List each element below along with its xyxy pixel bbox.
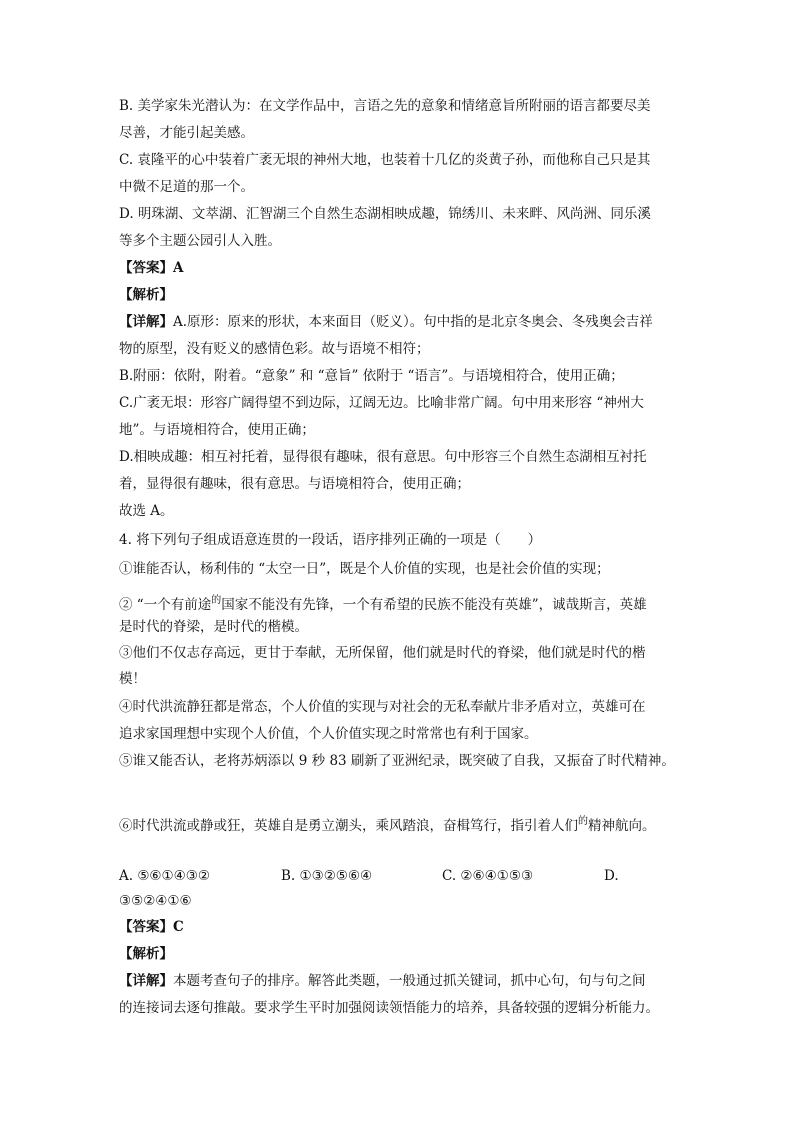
q4-option-a: A. ⑤⑥①④③②	[119, 868, 210, 884]
q4-option-c: C. ②⑥④①⑤③	[442, 868, 534, 884]
q3-detail-c-line1: C.广袤无垠：形容广阔得望不到边际，辽阔无边。比喻非常广阔。句中用来形容 “神州大	[119, 395, 644, 411]
q4-analysis-label: 【解析】	[119, 946, 173, 962]
detail-text: 本题考查句子的排序。解答此类题，一般通过抓关键词，抓中心句，句与句之间	[173, 973, 646, 989]
q3-detail-b: B.附丽：依附，附着。“意象” 和 “意旨” 依附于 “语言”。与语境相符合，使用正确；	[119, 368, 624, 384]
option-c-line1: C. 袁隆平的心中装着广袤无垠的神州大地，也装着十几亿的炎黄子孙，而他称自己只是其	[119, 152, 651, 168]
q4-sentence-1: ①谁能否认，杨利伟的 “太空一日”，既是个人价值的实现，也是社会价值的实现；	[119, 561, 610, 577]
s6-text-b: 精神航向。	[588, 818, 656, 834]
q3-detail-a-line1	[119, 312, 653, 332]
q4-sentence-4-line2: 追求家国理想中实现个人价值，个人价值实现之时常常也有利于国家。	[119, 726, 538, 742]
q4-detail-line2: 的连接词去逐句推敲。要求学生平时加强阅读领悟能力的培养，具备较强的逻辑分析能力。	[119, 1000, 659, 1016]
q4-option-d: D.	[604, 868, 619, 884]
detail-label: 【详解】	[119, 973, 173, 989]
q3-analysis-label: 【解析】	[119, 287, 173, 303]
s2-superscript: 的	[211, 595, 222, 606]
q4-sentence-4-line1: ④时代洪流静狂都是常态，个人价值的实现与对社会的无私奉献片非矛盾对立，英雄可在	[119, 699, 646, 715]
q4-detail-line1	[119, 971, 646, 991]
s6-superscript: 的	[578, 816, 588, 827]
detail-text: A.原形：原来的形状，本来面目（贬义）。句中指的是北京冬奥会、冬残奥会吉祥	[173, 314, 653, 330]
q4-sentence-5: ⑤谁又能否认，老将苏炳添以 9 秒 83 刷新了亚洲纪录，既突破了自我，又振奋了时代精神。	[119, 753, 675, 769]
q3-detail-a-line2: 物的原型，没有贬义的感情色彩。故与语境不相符；	[119, 341, 430, 357]
q4-sentence-2-line2: 是时代的脊梁，是时代的楷模。	[119, 619, 308, 635]
option-c-line2: 中微不足道的那一个。	[119, 179, 254, 195]
detail-label: 【详解】	[119, 314, 173, 330]
option-d-line2: 等多个主题公园引人入胜。	[119, 233, 281, 249]
q3-conclusion: 故选 A。	[119, 503, 174, 519]
option-b-line2: 尽善，才能引起美感。	[119, 125, 254, 141]
q4-sentence-3-line1: ③他们不仅志存高远，更甘于奉献，无所保留，他们就是时代的脊梁，他们就是时代的楷	[119, 645, 646, 661]
q4-sentence-2-line1	[119, 591, 647, 615]
q3-detail-c-line2: 地”。与语境相符合，使用正确；	[119, 422, 315, 438]
q4-sentence-6	[119, 812, 656, 836]
q4-option-d-continued: ③⑤②④①⑥	[119, 893, 192, 909]
q3-detail-d-line2: 着，显得很有趣味，很有意思。与语境相符合，使用正确；	[119, 476, 470, 492]
s6-text-a: ⑥时代洪流或静或狂，英雄自是勇立潮头，乘风踏浪，奋楫笃行，指引着人们	[119, 818, 578, 834]
option-b-line1: B. 美学家朱光潜认为：在文学作品中，言语之先的意象和情绪意旨所附丽的语言都要尽美	[119, 98, 651, 114]
q4-option-b: B. ①③②⑤⑥④	[281, 868, 373, 884]
q4-answer: 【答案】C	[119, 919, 184, 935]
q4-sentence-3-line2: 模！	[119, 671, 146, 687]
q4-stem: 4. 将下列句子组成语意连贯的一段话，语序排列正确的一项是（ ）	[119, 532, 542, 548]
option-d-line1: D. 明珠湖、文萃湖、汇智湖三个自然生态湖相映成趣，锦绣川、未来畔、风尚洲、同乐溪	[119, 206, 651, 222]
s2-text-b: 国家不能没有先锋，一个有希望的民族不能没有英雄”，诚哉斯言，英雄	[221, 597, 647, 613]
q3-detail-d-line1: D.相映成趣：相互衬托着，显得很有趣味，很有意思。句中形容三个自然生态湖相互衬托	[119, 449, 647, 465]
s2-text-a: ② “一个有前途	[119, 597, 212, 613]
q3-answer: 【答案】A	[119, 260, 184, 276]
